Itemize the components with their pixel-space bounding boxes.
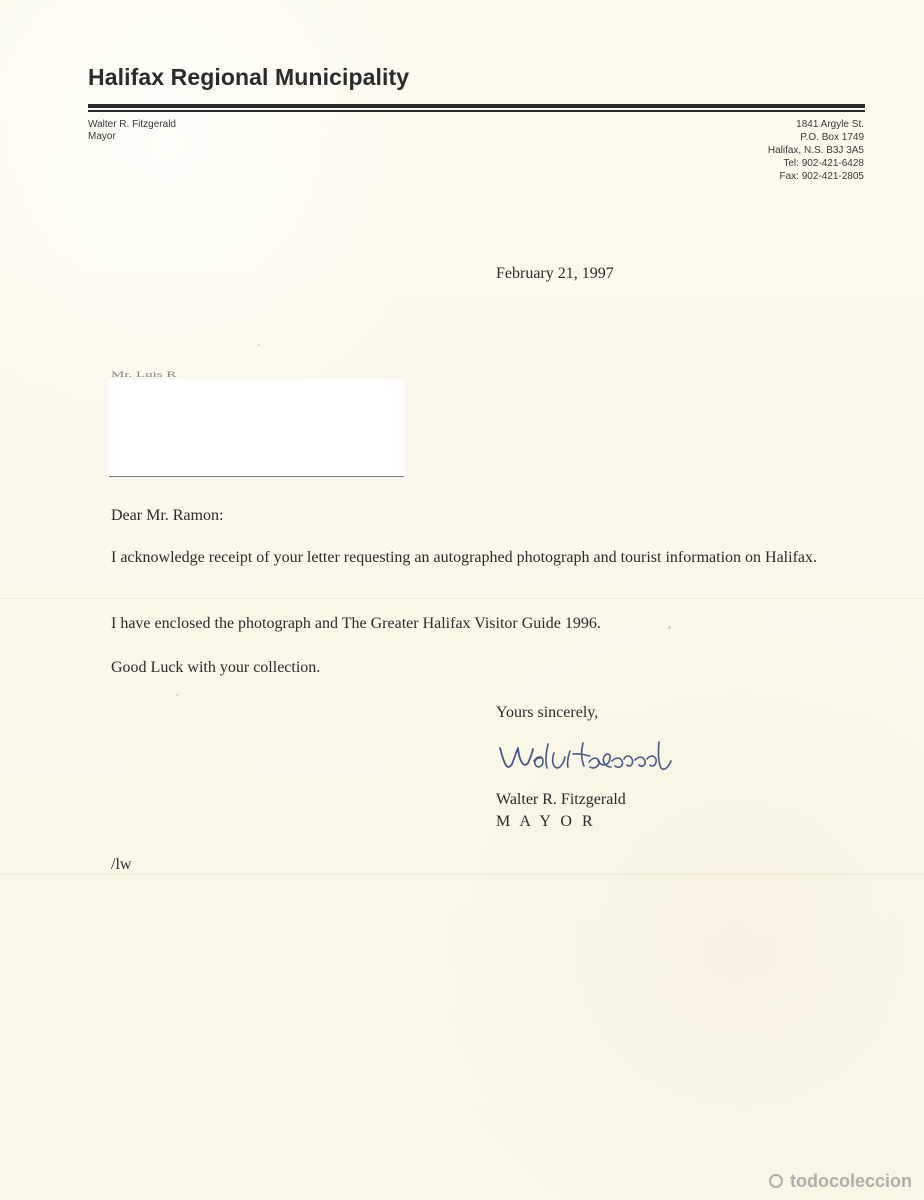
letter-paragraph: Good Luck with your collection.	[111, 659, 321, 676]
paper-speck	[176, 694, 178, 696]
redaction-underline	[109, 476, 404, 477]
reference-initials: /lw	[111, 856, 132, 873]
redaction-box	[109, 380, 404, 476]
closing-line: Yours sincerely,	[496, 704, 599, 721]
address-block	[768, 118, 864, 183]
letter-date: February 21, 1997	[496, 265, 614, 282]
sender-name: Walter R. Fitzgerald	[88, 119, 176, 130]
fax-line: Fax: 902-421-2805	[779, 171, 864, 182]
handwritten-signature	[494, 733, 684, 783]
paper-fold-line	[0, 874, 924, 875]
address-line: P.O. Box 1749	[800, 132, 864, 143]
address-line: Halifax, N.S. B3J 3A5	[767, 145, 864, 156]
header-rule	[88, 110, 865, 112]
phone-line: Tel: 902-421-6428	[783, 158, 864, 169]
letter-paragraph: I have enclosed the photograph and The Greater Halifax Visitor Guide 1996.	[111, 615, 601, 632]
salutation: Dear Mr. Ramon:	[111, 507, 224, 524]
watermark-circle-icon	[769, 1174, 783, 1188]
sender-role: Mayor	[88, 131, 116, 142]
organization-title: Halifax Regional Municipality	[88, 64, 410, 90]
letter-paragraph: I acknowledge receipt of your letter requesting an autographed photograph and tourist information on Halifax.	[111, 549, 817, 566]
signer-title: M A Y O R	[496, 813, 596, 830]
sender-block	[88, 119, 176, 143]
redacted-recipient-text: Mr. Luis R	[111, 370, 177, 380]
paper-fold-line	[0, 598, 924, 599]
address-line: 1841 Argyle St.	[796, 119, 864, 130]
paper-speck	[258, 344, 260, 346]
header-rule	[88, 104, 865, 108]
signer-name: Walter R. Fitzgerald	[496, 791, 626, 808]
paper-speck	[668, 626, 671, 629]
watermark: todocoleccion	[769, 1171, 912, 1192]
